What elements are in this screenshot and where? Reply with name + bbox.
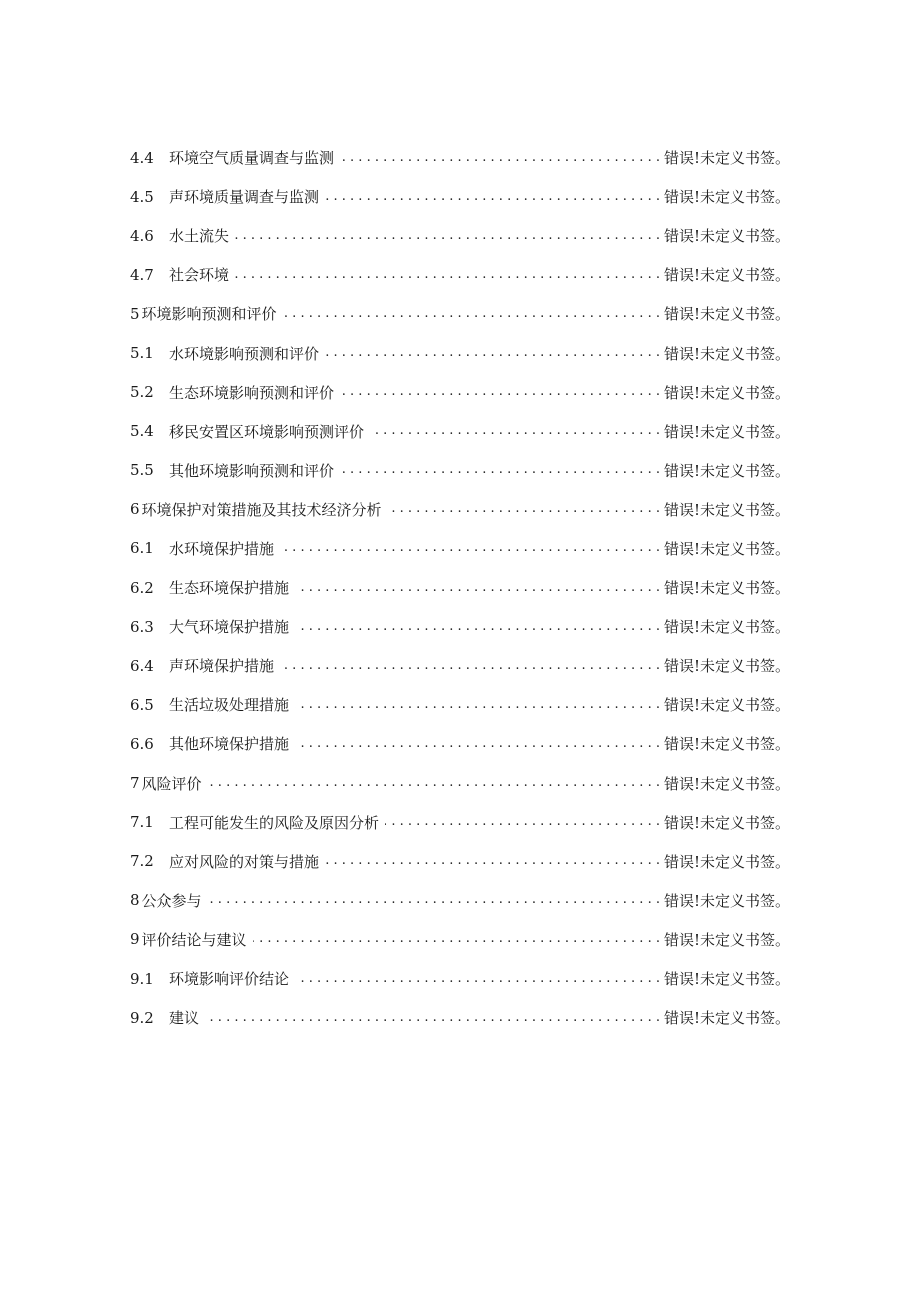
toc-entry-number: 5.4	[130, 422, 154, 441]
toc-entry-number: 7	[130, 774, 140, 793]
toc-entry[interactable]	[130, 412, 790, 451]
toc-entry-number: 5.1	[130, 344, 154, 363]
toc-entry[interactable]	[130, 255, 790, 294]
toc-entry-number: 5.5	[130, 461, 154, 480]
toc-entry[interactable]	[130, 646, 790, 685]
toc-entry-page-ref: 错误!未定义书签。	[663, 383, 790, 402]
toc-entry-page-ref: 错误!未定义书签。	[663, 461, 790, 480]
toc-entry-page-ref: 错误!未定义书签。	[663, 266, 790, 285]
dot-leader	[283, 305, 660, 323]
toc-entry-number: 9.1	[130, 969, 154, 988]
toc-entry-page-ref: 错误!未定义书签。	[663, 930, 790, 949]
toc-entry-title: 水环境保护措施	[169, 539, 275, 558]
dot-leader	[340, 383, 660, 401]
dot-leader	[295, 618, 660, 636]
toc-entry-page-ref: 错误!未定义书签。	[663, 813, 790, 832]
toc-entry[interactable]	[130, 724, 790, 763]
toc-entry[interactable]	[130, 138, 790, 177]
toc-entry-title: 环境保护对策措施及其技术经济分析	[141, 500, 382, 519]
dot-leader	[205, 1009, 660, 1027]
toc-entry-title: 大气环境保护措施	[169, 618, 290, 637]
toc-entry-title: 其他环境影响预测和评价	[169, 461, 335, 480]
toc-entry[interactable]	[130, 529, 790, 568]
dot-leader	[235, 227, 660, 245]
toc-entry[interactable]	[130, 998, 790, 1037]
toc-entry-number: 6.5	[130, 695, 154, 714]
dot-leader	[325, 344, 660, 362]
dot-leader	[325, 188, 660, 206]
toc-entry-number: 6.3	[130, 617, 154, 636]
toc-entry[interactable]	[130, 568, 790, 607]
toc-entry-title: 声环境质量调查与监测	[169, 188, 320, 207]
toc-entry-page-ref: 错误!未定义书签。	[663, 149, 790, 168]
toc-entry-number: 5	[130, 304, 140, 323]
toc-entry[interactable]	[130, 959, 790, 998]
toc-entry-title: 生活垃圾处理措施	[169, 696, 290, 715]
toc-entry-number: 4.5	[130, 187, 154, 206]
toc-entry-page-ref: 错误!未定义书签。	[663, 344, 790, 363]
toc-entry-page-ref: 错误!未定义书签。	[663, 618, 790, 637]
toc-entry-page-ref: 错误!未定义书签。	[663, 891, 790, 910]
toc-entry-page-ref: 错误!未定义书签。	[663, 735, 790, 754]
dot-leader	[253, 930, 660, 948]
toc-entry-page-ref: 错误!未定义书签。	[663, 774, 790, 793]
toc-entry-title: 环境空气质量调查与监测	[169, 149, 335, 168]
toc-entry-title: 建议	[169, 1009, 200, 1028]
toc-entry-number: 5.2	[130, 383, 154, 402]
dot-leader	[295, 735, 660, 753]
toc-entry-page-ref: 错误!未定义书签。	[663, 970, 790, 989]
toc-entry-title: 移民安置区环境影响预测评价	[169, 422, 365, 441]
dot-leader	[295, 970, 660, 988]
toc-entry-number: 9	[130, 930, 140, 949]
toc-entry[interactable]	[130, 764, 790, 803]
toc-entry-number: 7.2	[130, 852, 154, 871]
dot-leader	[235, 266, 660, 284]
toc-entry[interactable]	[130, 881, 790, 920]
toc-entry-number: 4.6	[130, 226, 154, 245]
toc-entry-page-ref: 错误!未定义书签。	[663, 422, 790, 441]
toc-entry[interactable]	[130, 216, 790, 255]
toc-entry-page-ref: 错误!未定义书签。	[663, 227, 790, 246]
toc-entry-title: 生态环境保护措施	[169, 579, 290, 598]
toc-entry[interactable]	[130, 451, 790, 490]
toc-entry-title: 应对风险的对策与措施	[169, 852, 320, 871]
toc-entry-page-ref: 错误!未定义书签。	[663, 696, 790, 715]
toc-entry[interactable]	[130, 920, 790, 959]
dot-leader	[280, 539, 660, 557]
toc-entry[interactable]	[130, 685, 790, 724]
toc-entry-number: 4.4	[130, 148, 154, 167]
toc-entry-number: 7.1	[130, 813, 154, 832]
toc-entry-title: 风险评价	[141, 774, 202, 793]
toc-entry-title: 工程可能发生的风险及原因分析	[169, 813, 380, 832]
toc-entry-number: 6.4	[130, 656, 154, 675]
toc-entry-page-ref: 错误!未定义书签。	[663, 500, 790, 519]
toc-entry-number: 4.7	[130, 265, 154, 284]
toc-entry-page-ref: 错误!未定义书签。	[663, 657, 790, 676]
toc-entry[interactable]	[130, 333, 790, 372]
dot-leader	[280, 657, 660, 675]
toc-entry-number: 6.2	[130, 578, 154, 597]
toc-entry-number: 9.2	[130, 1008, 154, 1027]
toc-entry-title: 评价结论与建议	[141, 930, 247, 949]
dot-leader	[340, 149, 660, 167]
toc-entry-title: 环境影响评价结论	[169, 970, 290, 989]
dot-leader	[385, 813, 660, 831]
dot-leader	[208, 774, 660, 792]
toc-entry-title: 声环境保护措施	[169, 657, 275, 676]
toc-entry-title: 生态环境影响预测和评价	[169, 383, 335, 402]
dot-leader	[325, 852, 660, 870]
toc-entry-title: 社会环境	[169, 266, 230, 285]
toc-entry[interactable]	[130, 373, 790, 412]
toc-entry-page-ref: 错误!未定义书签。	[663, 305, 790, 324]
toc-entry-number: 6.6	[130, 734, 154, 753]
dot-leader	[295, 579, 660, 597]
dot-leader	[370, 422, 660, 440]
table-of-contents	[130, 138, 790, 1037]
toc-entry-page-ref: 错误!未定义书签。	[663, 539, 790, 558]
dot-leader	[208, 891, 660, 909]
toc-entry[interactable]	[130, 294, 790, 333]
toc-entry-title: 环境影响预测和评价	[141, 305, 277, 324]
toc-entry-title: 其他环境保护措施	[169, 735, 290, 754]
toc-entry[interactable]	[130, 842, 790, 881]
toc-entry-page-ref: 错误!未定义书签。	[663, 188, 790, 207]
toc-entry[interactable]	[130, 607, 790, 646]
dot-leader	[295, 696, 660, 714]
toc-entry-title: 水环境影响预测和评价	[169, 344, 320, 363]
toc-entry[interactable]	[130, 803, 790, 842]
toc-entry-page-ref: 错误!未定义书签。	[663, 852, 790, 871]
toc-entry-title: 公众参与	[141, 891, 202, 910]
toc-entry-number: 6	[130, 500, 140, 519]
toc-entry-title: 水土流失	[169, 227, 230, 246]
toc-entry-page-ref: 错误!未定义书签。	[663, 579, 790, 598]
toc-entry-number: 6.1	[130, 539, 154, 558]
dot-leader	[340, 461, 660, 479]
toc-entry-page-ref: 错误!未定义书签。	[663, 1009, 790, 1028]
toc-entry[interactable]	[130, 177, 790, 216]
toc-entry[interactable]	[130, 490, 790, 529]
dot-leader	[388, 500, 660, 518]
toc-entry-number: 8	[130, 891, 140, 910]
